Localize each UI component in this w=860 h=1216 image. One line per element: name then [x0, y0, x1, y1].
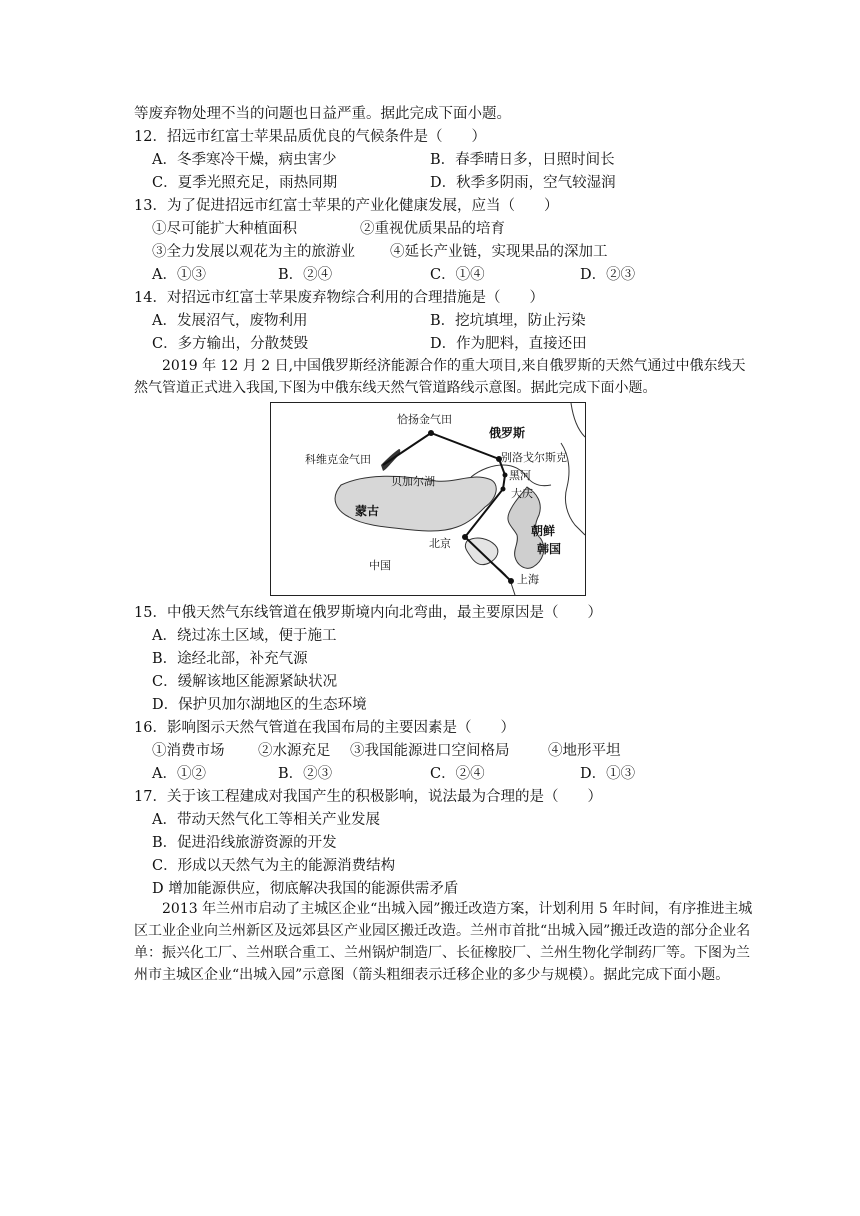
label-chayanda: 恰扬金气田 [397, 413, 452, 426]
q16-option-d: D．①③ [580, 766, 636, 782]
q13-option-a: A．①③ [152, 267, 206, 283]
q15-option-a: A．绕过冻土区域，便于施工 [152, 628, 337, 644]
pipeline-map-svg [271, 403, 585, 595]
label-belogorsk: 别洛戈尔斯克 [501, 451, 567, 464]
heihe-point [503, 473, 508, 478]
q16-statement-3: ③我国能源进口空间格局 [350, 743, 510, 759]
q16-statement-2: ②水源充足 [258, 743, 331, 759]
label-kovykta: 科维克金气田 [305, 453, 371, 466]
q13-statement-2: ②重视优质果品的培育 [360, 221, 505, 237]
okhotsk-coast [571, 403, 585, 437]
q15-option-b: B．途经北部，补充气源 [152, 651, 308, 667]
q13-statement-3: ③全力发展以观花为主的旅游业 [152, 244, 355, 260]
q15-option-d: D．保护贝加尔湖地区的生态环境 [152, 697, 367, 713]
q17-option-a: A．带动天然气化工等相关产业发展 [152, 812, 380, 828]
q12-option-c: C．夏季光照充足，雨热同期 [152, 175, 338, 191]
label-china: 中国 [369, 559, 391, 572]
question-12-stem: 12．招远市红富士苹果品质优良的气候条件是（ ） [134, 129, 486, 145]
q16-option-c: C．②④ [430, 766, 485, 782]
q12-option-a: A．冬季寒冷干燥，病虫害少 [152, 152, 337, 168]
label-beijing: 北京 [429, 537, 451, 550]
q12-option-b: B．春季晴日多，日照时间长 [430, 152, 615, 168]
q14-option-c: C．多方输出，分散焚毁 [152, 336, 309, 352]
pipeline-map [270, 402, 586, 596]
label-daqing: 大庆 [511, 487, 533, 500]
question-16-stem: 16．影响图示天然气管道在我国布局的主要因素是（ ） [134, 720, 515, 736]
q12-option-d: D．秋季多阴雨，空气较湿润 [430, 175, 616, 191]
q13-statement-4: ④延长产业链，实现果品的深加工 [390, 244, 608, 260]
beijing-point [462, 534, 468, 540]
q14-option-d: D．作为肥料，直接还田 [430, 336, 587, 352]
q13-option-b: B．②④ [278, 267, 333, 283]
q16-option-a: A．①② [152, 766, 206, 782]
question-14-stem: 14．对招远市红富士苹果废弃物综合利用的合理措施是（ ） [134, 290, 544, 306]
q13-statement-1: ①尽可能扩大种植面积 [152, 221, 297, 237]
q16-option-b: B．②③ [278, 766, 333, 782]
label-russia: 俄罗斯 [489, 426, 526, 440]
q16-statement-4: ④地形平坦 [548, 743, 621, 759]
q15-option-c: C．缓解该地区能源紧缺状况 [152, 674, 338, 690]
daqing-point [501, 487, 506, 492]
q14-option-a: A．发展沼气，废物利用 [152, 313, 308, 329]
chayanda-point [428, 430, 434, 436]
label-north-korea: 朝鲜 [531, 524, 556, 538]
q17-option-b: B．促进沿线旅游资源的开发 [152, 835, 337, 851]
label-mongolia: 蒙古 [355, 504, 380, 518]
label-baikal: 贝加尔湖 [391, 475, 435, 488]
question-17-stem: 17．关于该工程建成对我国产生的积极影响，说法最为合理的是（ ） [134, 789, 602, 805]
label-south-korea: 韩国 [537, 542, 562, 556]
q13-option-d: D．②③ [580, 267, 636, 283]
q17-option-c: C．形成以天然气为主的能源消费结构 [152, 858, 396, 874]
label-shanghai: 上海 [517, 573, 539, 586]
passage-gas-pipeline: 2019 年 12 月 2 日,中国俄罗斯经济能源合作的重大项目,来自俄罗斯的天然气通过中俄东线天然气管道正式进入我国,下图为中俄东线天然气管道路线示意图。据此完成下面小题。 [134, 358, 746, 396]
passage-lanzhou: 2013 年兰州市启动了主城区企业“出城入园”搬迁改造方案，计划利用 5 年时间，有序推进主城区工业企业向兰州新区及远郊县区产业园区搬迁改造。兰州市首批“出城入园”搬迁改造的部分企业名单：振兴化工厂、兰州联合重工、兰州锅炉制造厂、长征橡胶厂、兰州生物化学制药厂等。下图为兰州市主城区企业“出城入园”示意图（箭头粗细表示迁移企业的多少与规模）。据此完成下面小题。 [134, 901, 753, 983]
q17-option-d: D 增加能源供应，彻底解决我国的能源供需矛盾 [152, 881, 459, 897]
label-heihe: 黑河 [509, 469, 531, 482]
question-13-stem: 13．为了促进招远市红富士苹果的产业化健康发展，应当（ ） [134, 198, 559, 214]
q16-statement-1: ①消费市场 [152, 743, 225, 759]
intro-tail: 等废弃物处理不当的问题也日益严重。据此完成下面小题。 [134, 106, 511, 122]
shanghai-point [508, 578, 514, 584]
question-15-stem: 15．中俄天然气东线管道在俄罗斯境内向北弯曲，最主要原因是（ ） [134, 605, 602, 621]
q13-option-c: C．①④ [430, 267, 485, 283]
q14-option-b: B．挖坑填埋，防止污染 [430, 313, 586, 329]
